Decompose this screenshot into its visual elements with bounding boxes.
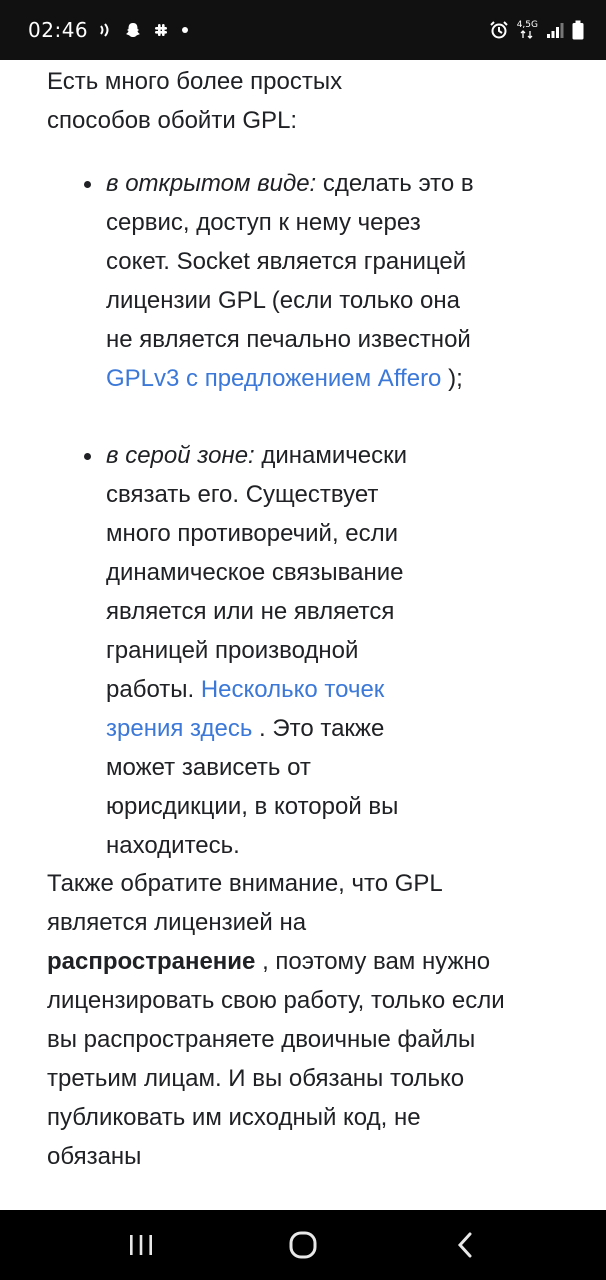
list-item <box>106 436 446 865</box>
item-lead: в серой зоне: <box>106 442 255 469</box>
snapchat-icon <box>124 20 142 40</box>
back-icon <box>455 1231 475 1259</box>
closing-bold-term: распространение <box>47 948 256 975</box>
gplv3-affero-link[interactable]: GPLv3 с предложением Affero <box>106 365 442 392</box>
bullet-dot <box>84 181 91 188</box>
home-button[interactable] <box>273 1215 333 1275</box>
item-tail: . Это также может зависеть от юрисдикции, в которой вы находитесь. <box>106 715 399 859</box>
alarm-icon <box>489 20 509 40</box>
recent-apps-button[interactable] <box>111 1215 171 1275</box>
wifi-call-icon <box>98 20 114 40</box>
item-lead: в открытом виде: <box>106 170 317 197</box>
bullet-dot <box>84 453 91 460</box>
article-content[interactable] <box>0 60 606 1210</box>
recent-apps-icon <box>127 1233 155 1257</box>
status-bar <box>0 0 606 60</box>
notification-dot-icon <box>180 20 190 40</box>
back-button[interactable] <box>435 1215 495 1275</box>
network-type-label: 4,5G <box>516 20 538 30</box>
closing-text-start: Также обратите внимание, что GPL является лицензией на <box>47 870 442 936</box>
item-text: динамически связать его. Существует много противоречий, если динамическое связывание является или не является границей производной работы. <box>106 442 408 703</box>
list-item <box>106 164 481 398</box>
status-right <box>489 20 584 40</box>
closing-paragraph <box>47 864 507 1176</box>
closing-text-end: , поэтому вам нужно лицензировать свою работу, только если вы распространяете двоичные файлы третьим лицам. И вы обязаны только публиковать им исходный код, не обязаны <box>47 948 505 1170</box>
slack-icon <box>152 20 170 40</box>
battery-icon <box>572 20 584 40</box>
intro-paragraph: Есть много более простых способов обойти GPL: <box>47 68 343 134</box>
status-left <box>28 18 190 42</box>
viewpoints-link[interactable]: Несколько точек зрения здесь <box>106 676 385 742</box>
item-tail: ); <box>441 365 463 392</box>
home-icon <box>288 1230 318 1260</box>
navigation-bar <box>0 1210 606 1280</box>
item-text: сделать это в сервис, доступ к нему через сокет. Socket является границей лицензии GPL (если только она не является печально известной <box>106 170 474 353</box>
status-time: 02:46 <box>28 18 89 42</box>
signal-icon <box>546 20 564 40</box>
data-arrows-icon <box>517 20 538 40</box>
